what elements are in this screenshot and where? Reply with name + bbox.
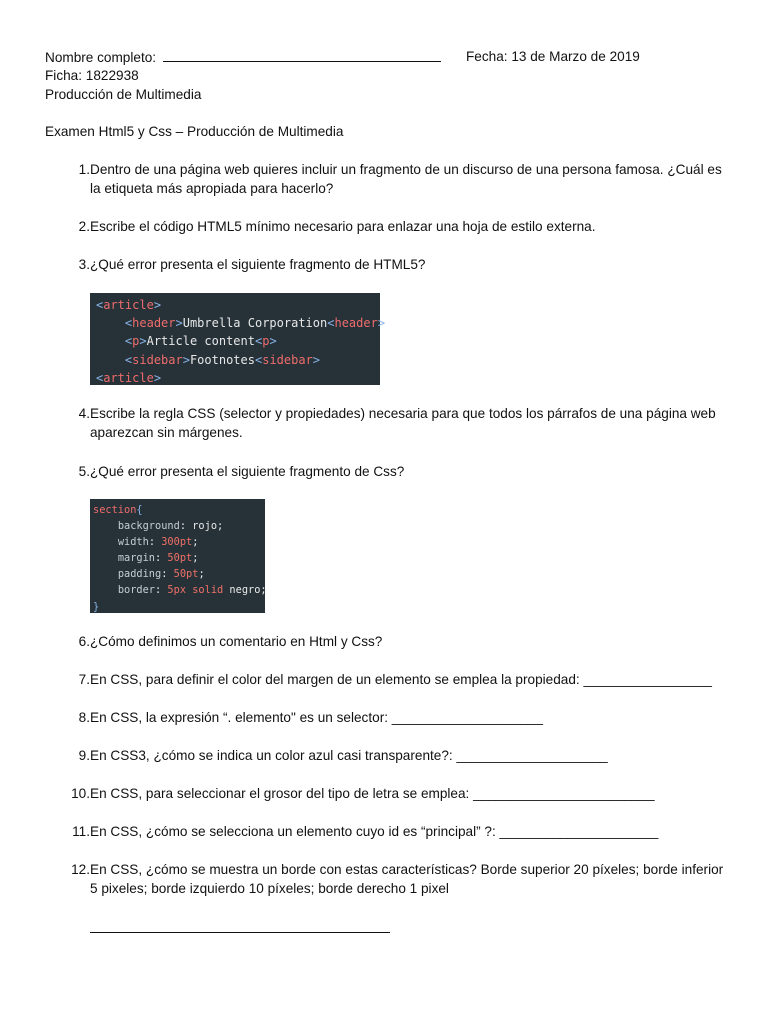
code-tag: sidebar: [262, 352, 313, 367]
code-tag: p: [262, 334, 270, 349]
question-text: ¿Qué error presenta el siguiente fragmento de HTML5?: [90, 257, 426, 272]
name-date-row: [45, 47, 725, 66]
code-brace: {: [136, 504, 143, 516]
code-property: background: [117, 520, 180, 533]
html-code-snippet: <article> <header>Umbrella Corporation<header> <p>Article content<p> <sidebar>Footnotes<sidebar> <article>: [90, 293, 380, 385]
code-value: negro: [229, 584, 261, 597]
question-number: 4.: [78, 406, 90, 421]
question-number: 8.: [78, 710, 90, 725]
code-text: Article content: [146, 334, 255, 349]
code-tag: sidebar: [132, 352, 183, 367]
question-number: 9.: [78, 748, 90, 763]
code-value: rojo: [192, 520, 218, 533]
question-number: 12.: [71, 862, 90, 877]
nombre-field[interactable]: [163, 47, 441, 62]
materia-text: Producción de Multimedia: [45, 87, 202, 102]
code-tag: header: [132, 316, 176, 331]
code-value: 50pt: [173, 568, 199, 581]
code-property: padding: [117, 568, 162, 581]
exam-title: Examen Html5 y Css – Producción de Multimedia: [45, 124, 344, 139]
code-brace: }: [93, 600, 100, 613]
question-number: 1.: [78, 162, 90, 177]
question-text: En CSS, ¿cómo se muestra un borde con estas características? Borde superior 20 píxeles; borde inferior 5 pixeles; borde izquierdo 10 píxeles; borde derecho 1 pixel: [90, 862, 724, 896]
question-text: ¿Qué error presenta el siguiente fragmento de Css?: [90, 464, 405, 479]
question-text: Dentro de una página web quieres incluir un fragmento de un discurso de una persona famosa. ¿Cuál es la etiqueta más apropiada para hacerlo?: [90, 162, 722, 196]
question-number: 10.: [71, 786, 90, 801]
question-number: 2.: [78, 219, 90, 234]
code-property: width: [117, 536, 149, 549]
ficha-text: Ficha: 1822938: [45, 68, 139, 83]
question-text: En CSS, para definir el color del margen de un elemento se emplea la propiedad: _________________: [90, 672, 712, 687]
code-tag: header: [334, 316, 378, 331]
code-tag: p: [132, 334, 140, 349]
question-text: Escribe el código HTML5 mínimo necesario para enlazar una hoja de estilo externa.: [90, 219, 596, 234]
question-text: En CSS, ¿cómo se selecciona un elemento cuyo id es “principal” ?: _____________________: [90, 824, 659, 839]
exam-header: [45, 47, 725, 104]
code-property: border: [117, 584, 156, 597]
code-tag: article: [103, 298, 154, 312]
question-text: En CSS3, ¿cómo se indica un color azul casi transparente?: ____________________: [90, 748, 608, 763]
code-tag: article: [103, 370, 154, 385]
question-number: 7.: [78, 672, 90, 687]
question-text: Escribe la regla CSS (selector y propiedades) necesaria para que todos los párrafos de una página web aparezcan sin márgenes.: [90, 406, 716, 440]
code-text: Umbrella Corporation: [182, 316, 328, 331]
question-number: 3.: [78, 257, 90, 272]
code-text: Footnotes: [189, 352, 255, 367]
question-number: 6.: [78, 634, 90, 649]
code-selector: section: [93, 504, 137, 516]
question-text: ¿Cómo definimos un comentario en Html y Css?: [90, 634, 383, 649]
nombre-label: Nombre completo:: [45, 50, 157, 65]
code-value: 300pt: [161, 536, 193, 549]
code-property: margin: [117, 552, 156, 565]
question-number: 11.: [72, 824, 90, 839]
question-text: En CSS, la expresión “. elemento" es un selector: ____________________: [90, 710, 543, 725]
fecha-text: Fecha: 13 de Marzo de 2019: [466, 49, 640, 64]
question-text: En CSS, para seleccionar el grosor del tipo de letra se emplea: ________________________: [90, 786, 655, 801]
question-number: 5.: [78, 464, 90, 479]
css-code-snippet: section{ background: rojo; width: 300pt; margin: 50pt; padding: 50pt; border: 5px solid negro; }: [90, 499, 265, 613]
answer-line[interactable]: [90, 932, 390, 933]
code-value: 5px solid: [167, 584, 224, 597]
code-value: 50pt: [167, 552, 193, 565]
